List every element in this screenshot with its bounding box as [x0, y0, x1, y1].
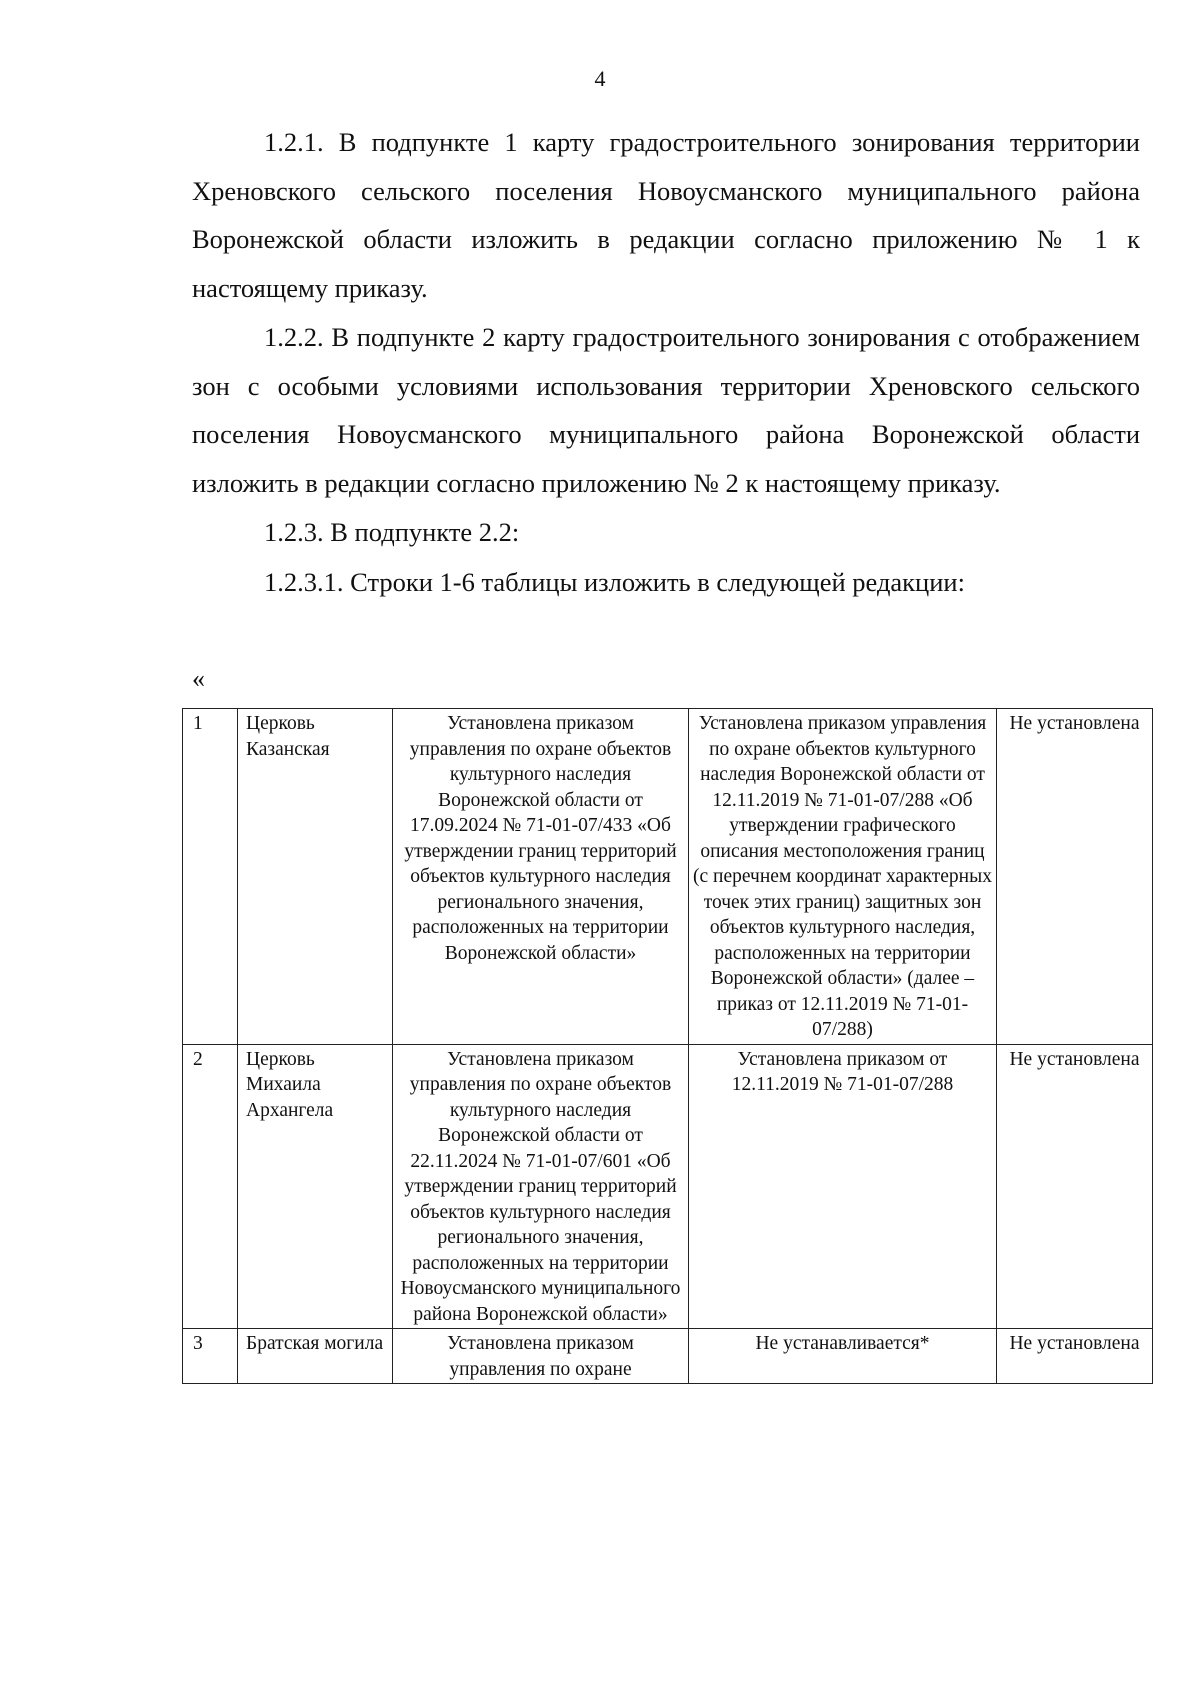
- status-cell: Не установлена: [997, 1044, 1153, 1329]
- table-row: [183, 1044, 1153, 1329]
- territory-boundary-cell: Установлена приказом управления по охране: [393, 1329, 689, 1384]
- row-number: 3: [183, 1329, 238, 1384]
- opening-quote-mark: «: [192, 664, 205, 693]
- heritage-objects-table: [182, 708, 1153, 1384]
- table-row: [183, 1329, 1153, 1384]
- protection-zone-cell: Не устанавливается*: [689, 1329, 997, 1384]
- status-cell: Не установлена: [997, 709, 1153, 1045]
- paragraph-1-2-3: 1.2.3. В подпункте 2.2:: [264, 517, 520, 547]
- row-number: 2: [183, 1044, 238, 1329]
- object-name: Братская могила: [238, 1329, 393, 1384]
- object-name: Церковь Казанская: [238, 709, 393, 1045]
- object-name: Церковь Михаила Архангела: [238, 1044, 393, 1329]
- table-row: [183, 709, 1153, 1045]
- protection-zone-cell: Установлена приказом от 12.11.2019 № 71-01-07/288: [689, 1044, 997, 1329]
- paragraph-1-2-3-1: 1.2.3.1. Строки 1-6 таблицы изложить в следующей редакции:: [264, 566, 965, 597]
- protection-zone-cell: Установлена приказом управления по охране объектов культурного наследия Воронежской области от 12.11.2019 № 71-01-07/288 «Об утверждении графического описания местоположения границ (с перечнем координат характерных точек этих границ) защитных зон объектов культурного наследия, расположенных на территории Воронежской области» (далее – приказ от 12.11.2019 № 71-01-07/288): [689, 709, 997, 1045]
- row-number: 1: [183, 709, 238, 1045]
- body-text: [192, 118, 1140, 606]
- territory-boundary-cell: Установлена приказом управления по охране объектов культурного наследия Воронежской области от 22.11.2024 № 71-01-07/601 «Об утверждении границ территорий объектов культурного наследия регионального значения, расположенных на территории Новоусманского муниципального района Воронежской области»: [393, 1044, 689, 1329]
- page-number: 4: [594, 66, 606, 91]
- status-cell: Не установлена: [997, 1329, 1153, 1384]
- paragraph-1-2-1: 1.2.1. В подпункте 1 карту градостроительного зонирования территории Хреновского сельского поселения Новоусманского муниципального района Воронежской области изложить в редакции согласно приложению № 1 к настоящему приказу.: [192, 127, 1140, 303]
- territory-boundary-cell: Установлена приказом управления по охране объектов культурного наследия Воронежской области от 17.09.2024 № 71-01-07/433 «Об утверждении границ территорий объектов культурного наследия регионального значения, расположенных на территории Воронежской области»: [393, 709, 689, 1045]
- paragraph-1-2-2: 1.2.2. В подпункте 2 карту градостроительного зонирования с отображением зон с особыми условиями использования территории Хреновского сельского поселения Новоусманского муниципального района Воронежской области изложить в редакции согласно приложению № 2 к настоящему приказу.: [192, 322, 1140, 498]
